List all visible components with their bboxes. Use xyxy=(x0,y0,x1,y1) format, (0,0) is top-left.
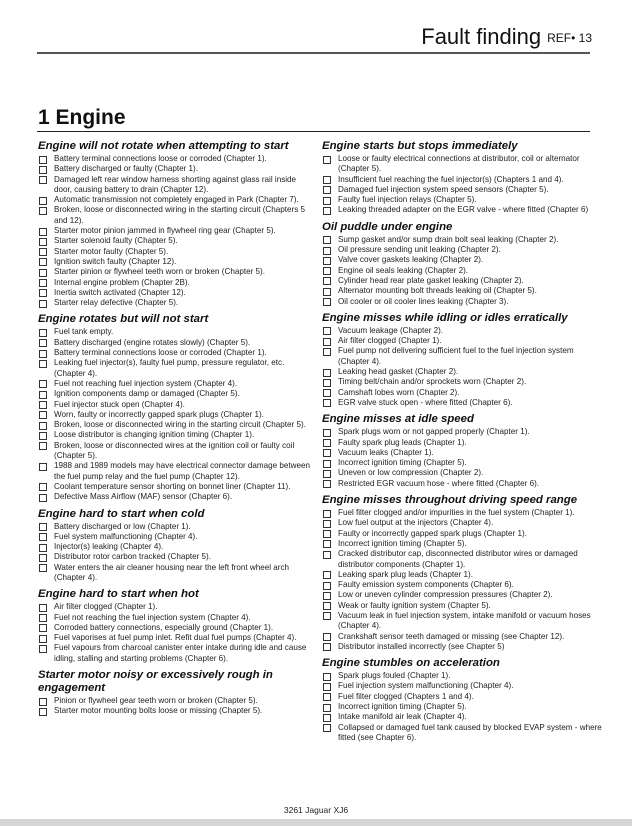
checklist-item xyxy=(38,247,313,257)
checkbox[interactable] xyxy=(39,289,47,297)
checkbox[interactable] xyxy=(323,470,331,478)
checklist-item-text: Restricted EGR vacuum hose - where fitted (Chapter 6). xyxy=(338,478,540,488)
header-title: Fault finding xyxy=(421,24,542,49)
checklist-item-text: Loose distributor is changing ignition timing (Chapter 1). xyxy=(54,430,255,440)
checklist-item xyxy=(38,623,313,633)
checklist-item-text: 1988 and 1989 models may have electrical connector damage between the fuel pump relay and the fuel pump (Chapter 12). xyxy=(54,461,311,481)
fault-group-title: Engine will not rotate when attempting to start xyxy=(38,140,289,152)
checklist-item-text: Leaking spark plug leads (Chapter 1). xyxy=(338,569,473,579)
checklist-item-text: Broken, loose or disconnected wiring in the starting circuit (Chapters 5 and 12). xyxy=(54,205,306,225)
checklist-item xyxy=(322,367,602,377)
checklist-item xyxy=(322,508,602,518)
checklist-item xyxy=(322,255,602,265)
checklist-item xyxy=(38,410,313,420)
checklist-item-text: Starter solenoid faulty (Chapter 5). xyxy=(54,236,178,246)
fault-group-title: Starter motor noisy or excessively rough in engagement xyxy=(38,669,273,695)
checklist-item xyxy=(322,377,602,387)
checkbox[interactable] xyxy=(323,540,331,548)
checklist-item xyxy=(38,522,313,532)
checklist-item xyxy=(322,276,602,286)
checkbox[interactable] xyxy=(39,329,47,337)
checkbox[interactable] xyxy=(39,350,47,358)
checklist-item-text: Vacuum leakage (Chapter 2). xyxy=(338,325,444,335)
fault-group xyxy=(322,413,602,489)
checklist-item-text: Starter relay defective (Chapter 5). xyxy=(54,298,179,308)
checklist-item-text: Faulty spark plug leads (Chapter 1). xyxy=(338,437,467,447)
checklist-item-text: Spark plugs worn or not gapped properly (Chapter 1). xyxy=(338,427,530,437)
checklist-item-text: Vacuum leak in fuel injection system, intake manifold or vacuum hoses (Chapter 4). xyxy=(338,610,591,631)
checklist-item xyxy=(322,346,602,367)
checklist-item xyxy=(322,427,602,437)
checklist-item xyxy=(322,468,602,478)
checklist-item xyxy=(322,681,602,691)
checklist-item-text: Low or uneven cylinder compression pressures (Chapter 2). xyxy=(338,590,553,600)
checklist-item xyxy=(322,529,602,539)
checkbox[interactable] xyxy=(39,554,47,562)
checklist-item xyxy=(322,539,602,549)
checkbox[interactable] xyxy=(39,635,47,643)
checklist-item xyxy=(322,398,602,408)
checkbox[interactable] xyxy=(323,460,331,468)
checklist-item xyxy=(322,205,602,215)
checklist-item xyxy=(322,297,602,307)
checklist-item xyxy=(38,267,313,277)
checklist-item-text: Timing belt/chain and/or sprockets worn (Chapter 2). xyxy=(338,377,527,387)
checklist-item xyxy=(38,696,313,706)
checklist-item xyxy=(38,461,313,482)
checklist-item-text: Air filter clogged (Chapter 1). xyxy=(338,336,442,346)
checklist-item xyxy=(38,492,313,502)
checklist-item xyxy=(38,338,313,348)
checklist-item-text: Faulty fuel injection relays (Chapter 5). xyxy=(338,195,477,205)
checkbox[interactable] xyxy=(39,258,47,266)
checkbox[interactable] xyxy=(323,683,331,691)
checkbox[interactable] xyxy=(39,166,47,174)
right-column xyxy=(322,140,602,748)
fault-group xyxy=(38,588,313,664)
checkbox[interactable] xyxy=(39,422,47,430)
fault-group xyxy=(322,221,602,307)
checklist-item xyxy=(322,611,602,632)
checklist-item-text: Fuel system malfunctioning (Chapter 4). xyxy=(54,531,198,541)
checklist-item-text: Air filter clogged (Chapter 1). xyxy=(54,602,158,612)
checklist-item xyxy=(38,164,313,174)
checklist-item-text: Fuel filter clogged and/or impurities in the fuel system (Chapter 1). xyxy=(338,508,575,518)
checkbox[interactable] xyxy=(323,338,331,346)
checkbox[interactable] xyxy=(323,379,331,387)
checkbox[interactable] xyxy=(323,257,331,265)
checklist-item xyxy=(322,570,602,580)
checkbox[interactable] xyxy=(323,449,331,457)
checkbox[interactable] xyxy=(323,327,331,335)
checkbox[interactable] xyxy=(39,380,47,388)
checkbox[interactable] xyxy=(323,156,331,164)
checkbox[interactable] xyxy=(323,277,331,285)
checklist-item-text: Intake manifold air leak (Chapter 4). xyxy=(338,712,467,722)
header-divider xyxy=(37,52,590,54)
checkbox[interactable] xyxy=(323,551,331,559)
checklist-item-text: Internal engine problem (Chapter 2B). xyxy=(54,277,190,287)
checkbox[interactable] xyxy=(323,612,331,620)
checklist-item-text: EGR valve stuck open - where fitted (Chapter 6). xyxy=(338,397,513,407)
checkbox[interactable] xyxy=(323,207,331,215)
fault-group-title: Engine starts but stops immediately xyxy=(322,140,518,152)
checklist-item xyxy=(322,601,602,611)
checkbox[interactable] xyxy=(323,429,331,437)
checklist-item-text: Starter motor pinion jammed in flywheel ring gear (Chapter 5). xyxy=(54,226,276,236)
checklist-item xyxy=(322,336,602,346)
checkbox[interactable] xyxy=(39,604,47,612)
checkbox[interactable] xyxy=(323,643,331,651)
checklist-item xyxy=(322,195,602,205)
checklist-item-text: Distributor installed incorrectly (see Chapter 5) xyxy=(338,641,505,651)
checklist-item xyxy=(38,278,313,288)
checklist-item xyxy=(322,692,602,702)
checkbox[interactable] xyxy=(39,564,47,572)
page-header xyxy=(421,24,592,50)
checkbox[interactable] xyxy=(323,582,331,590)
checklist-item-text: Damaged left rear window harness shorting against glass rail inside door, causing battery to drain (Chapter 12). xyxy=(54,174,297,194)
checkbox[interactable] xyxy=(39,339,47,347)
checklist-item xyxy=(322,712,602,722)
checklist-item xyxy=(38,236,313,246)
checkbox[interactable] xyxy=(323,236,331,244)
checklist-item xyxy=(38,441,313,462)
checkbox[interactable] xyxy=(323,592,331,600)
checklist-item xyxy=(38,379,313,389)
checklist-item-text: Automatic transmission not completely engaged in Park (Chapter 7). xyxy=(54,195,299,205)
checkbox[interactable] xyxy=(39,248,47,256)
checklist-item-text: Starter motor faulty (Chapter 5). xyxy=(54,246,169,256)
checklist-item xyxy=(38,358,313,379)
checklist-item xyxy=(322,266,602,276)
checklist-item-text: Battery terminal connections loose or corroded (Chapter 1). xyxy=(54,154,267,163)
checklist-item-text: Loose or faulty electrical connections at distributor, coil or alternator (Chapter 5). xyxy=(338,154,580,174)
checklist-item-text: Uneven or low compression (Chapter 2). xyxy=(338,468,484,478)
checklist-item xyxy=(38,195,313,205)
checklist-item xyxy=(38,298,313,308)
section-title: 1 Engine xyxy=(38,106,126,129)
checklist-item-text: Oil cooler or oil cooler lines leaking (Chapter 3). xyxy=(338,296,509,306)
checklist-item xyxy=(38,205,313,226)
fault-group-title: Engine hard to start when hot xyxy=(38,588,199,601)
checkbox[interactable] xyxy=(323,530,331,538)
fault-group xyxy=(38,313,313,502)
checklist-item-text: Injector(s) leaking (Chapter 4). xyxy=(54,542,164,552)
checkbox[interactable] xyxy=(323,348,331,356)
checklist-item xyxy=(322,326,602,336)
checkbox[interactable] xyxy=(323,693,331,701)
checklist-item xyxy=(38,154,313,164)
checklist-item-text: Crankshaft sensor teeth damaged or missing (see Chapter 12). xyxy=(338,631,565,641)
checklist-item-text: Pinion or flywheel gear teeth worn or broken (Chapter 5). xyxy=(54,696,258,706)
checkbox[interactable] xyxy=(39,494,47,502)
checklist-item-text: Faulty emission system components (Chapter 6). xyxy=(338,580,514,590)
checklist-item-text: Corroded battery connections, especially ground (Chapter 1). xyxy=(54,622,274,632)
checklist-item-text: Broken, loose or disconnected wiring in the starting circuit (Chapter 5). xyxy=(54,420,306,430)
checklist-item-text: Fuel tank empty. xyxy=(54,327,114,337)
checkbox[interactable] xyxy=(323,602,331,610)
section-divider xyxy=(37,131,590,132)
checkbox[interactable] xyxy=(323,520,331,528)
checkbox[interactable] xyxy=(39,645,47,653)
checkbox[interactable] xyxy=(323,197,331,205)
checklist-item-text: Weak or faulty ignition system (Chapter 5). xyxy=(338,600,491,610)
checkbox[interactable] xyxy=(323,673,331,681)
checkbox[interactable] xyxy=(39,207,47,215)
checklist-item-text: Insufficient fuel reaching the fuel injector(s) (Chapters 1 and 4). xyxy=(338,174,564,184)
checkbox[interactable] xyxy=(323,704,331,712)
checkbox[interactable] xyxy=(39,483,47,491)
checklist-item xyxy=(322,549,602,570)
checklist-item-text: Vacuum leaks (Chapter 1). xyxy=(338,447,434,457)
checklist-item-text: Cracked distributor cap, disconnected distributor wires or damaged distributor components (Chapter 1). xyxy=(338,549,578,569)
checklist-item xyxy=(322,235,602,245)
checklist-item-text: Cylinder head rear plate gasket leaking (Chapter 2). xyxy=(338,275,524,285)
fault-group xyxy=(38,669,313,717)
checkbox[interactable] xyxy=(39,698,47,706)
fault-group-title: Engine misses throughout driving speed range xyxy=(322,494,578,507)
fault-group xyxy=(322,494,602,652)
fault-group-title: Engine misses at idle speed xyxy=(322,413,474,426)
checklist-item-text: Fuel vapours from charcoal canister enter intake during idle and cause idling, stalling and starting problems (Chapter 6). xyxy=(54,643,307,663)
checklist-item-text: Fuel pump not delivering sufficient fuel to the fuel injection system (Chapter 4). xyxy=(338,346,574,366)
checklist-item-text: Alternator mounting bolt threads leaking oil (Chapter 5). xyxy=(338,286,537,296)
checklist-item xyxy=(38,348,313,358)
checkbox[interactable] xyxy=(39,391,47,399)
checkbox[interactable] xyxy=(39,533,47,541)
checkbox[interactable] xyxy=(323,724,331,732)
checklist-item xyxy=(38,542,313,552)
checklist-item-text: Distributor rotor carbon tracked (Chapter 5). xyxy=(54,552,211,562)
checkbox[interactable] xyxy=(39,300,47,308)
checklist-item xyxy=(322,438,602,448)
checklist-item xyxy=(38,257,313,267)
checklist-item xyxy=(38,552,313,562)
checklist-item xyxy=(322,175,602,185)
checklist-item xyxy=(322,580,602,590)
checkbox[interactable] xyxy=(39,279,47,287)
checklist-item xyxy=(322,671,602,681)
checklist-item-text: Defective Mass Airflow (MAF) sensor (Chapter 6). xyxy=(54,492,233,502)
checklist-item-text: Faulty or incorrectly gapped spark plugs (Chapter 1). xyxy=(338,528,527,538)
page-footer: 3261 Jaguar XJ6 xyxy=(283,805,349,815)
checklist-item-text: Starter motor mounting bolts loose or missing (Chapter 5). xyxy=(54,706,263,716)
checklist-item xyxy=(38,482,313,492)
checklist-item-text: Valve cover gaskets leaking (Chapter 2). xyxy=(338,255,484,265)
checkbox[interactable] xyxy=(323,633,331,641)
checkbox[interactable] xyxy=(323,247,331,255)
checklist-item xyxy=(322,458,602,468)
checkbox[interactable] xyxy=(323,714,331,722)
checklist-item xyxy=(322,185,602,195)
checklist-item-text: Worn, faulty or incorrectly gapped spark plugs (Chapter 1). xyxy=(54,409,264,419)
checklist-item-text: Starter pinion or flywheel teeth worn or broken (Chapter 5). xyxy=(54,267,265,277)
checkbox[interactable] xyxy=(39,411,47,419)
checklist-item-text: Fuel not reaching the fuel injection system (Chapter 4). xyxy=(54,612,251,622)
checklist-item xyxy=(322,388,602,398)
checkbox[interactable] xyxy=(39,156,47,164)
checklist-item-text: Sump gasket and/or sump drain bolt seal leaking (Chapter 2). xyxy=(338,234,559,244)
checklist-item-text: Leaking fuel injector(s), faulty fuel pump, pressure regulator, etc. (Chapter 4). xyxy=(54,358,285,378)
checklist-item-text: Broken, loose or disconnected wires at the ignition coil or faulty coil (Chapter 5). xyxy=(54,440,295,461)
checklist-item xyxy=(38,613,313,623)
left-column xyxy=(38,140,313,722)
fault-group-title: Engine hard to start when cold xyxy=(38,507,205,520)
checkbox[interactable] xyxy=(39,614,47,622)
fault-group-title: Engine stumbles on acceleration xyxy=(322,657,500,670)
checklist-item xyxy=(38,706,313,716)
checkbox[interactable] xyxy=(39,269,47,277)
page-bottom-edge xyxy=(0,819,632,826)
checkbox[interactable] xyxy=(323,510,331,518)
checklist-item-text: Camshaft lobes worn (Chapter 2). xyxy=(338,387,460,397)
checkbox[interactable] xyxy=(39,432,47,440)
checklist-item xyxy=(322,448,602,458)
checklist-item xyxy=(322,154,602,175)
checklist-item-text: Low fuel output at the injectors (Chapter 4). xyxy=(338,518,494,528)
checklist-item-text: Ignition components damp or damaged (Chapter 5). xyxy=(54,389,240,399)
checklist-item xyxy=(38,226,313,236)
page-reference: REF• 13 xyxy=(547,31,592,45)
checklist-item-text: Collapsed or damaged fuel tank caused by blocked EVAP system - where fitted (see Chapter 6). xyxy=(338,722,602,742)
checklist-item xyxy=(322,479,602,489)
checklist-item xyxy=(38,532,313,542)
checklist-item-text: Ignition switch faulty (Chapter 12). xyxy=(54,256,177,266)
checklist-item xyxy=(38,420,313,430)
checklist-item xyxy=(38,643,313,664)
fault-group xyxy=(38,508,313,584)
checklist-item xyxy=(322,245,602,255)
checklist-item xyxy=(38,400,313,410)
checklist-item-text: Battery discharged or low (Chapter 1). xyxy=(54,521,191,531)
fault-group xyxy=(322,140,602,216)
checklist-item-text: Spark plugs fouled (Chapter 1). xyxy=(338,671,451,681)
checkbox[interactable] xyxy=(323,369,331,377)
checkbox[interactable] xyxy=(39,176,47,184)
fault-group-title: Oil puddle under engine xyxy=(322,220,453,233)
checklist-item xyxy=(322,702,602,712)
checklist-item-text: Battery discharged or faulty (Chapter 1). xyxy=(54,164,198,174)
checkbox[interactable] xyxy=(323,298,331,306)
checklist-item-text: Fuel filter clogged (Chapters 1 and 4). xyxy=(338,691,474,701)
checkbox[interactable] xyxy=(39,228,47,236)
checkbox[interactable] xyxy=(323,480,331,488)
checkbox[interactable] xyxy=(39,463,47,471)
checklist-item-text: Battery terminal connections loose or corroded (Chapter 1). xyxy=(54,348,267,358)
checklist-item-text: Damaged fuel injection system speed sensors (Chapter 5). xyxy=(338,184,549,194)
checkbox[interactable] xyxy=(39,401,47,409)
checklist-item-text: Incorrect ignition timing (Chapter 5). xyxy=(338,538,467,548)
checklist-item-text: Fuel not reaching fuel injection system (Chapter 4). xyxy=(54,378,238,388)
checklist-item xyxy=(322,632,602,642)
checklist-item xyxy=(322,642,602,652)
checkbox[interactable] xyxy=(39,442,47,450)
checklist-item xyxy=(38,327,313,337)
checklist-item xyxy=(38,175,313,196)
checkbox[interactable] xyxy=(323,176,331,184)
checklist-item-text: Incorrect ignition timing (Chapter 5). xyxy=(338,458,467,468)
checkbox[interactable] xyxy=(323,267,331,275)
checklist-item xyxy=(38,563,313,584)
checkbox[interactable] xyxy=(39,238,47,246)
checklist-item xyxy=(38,288,313,298)
checklist-item xyxy=(322,518,602,528)
fault-group-title: Engine misses while idling or idles erratically xyxy=(322,311,568,324)
checklist-item-text: Fuel injector stuck open (Chapter 4). xyxy=(54,399,185,409)
checkbox[interactable] xyxy=(39,197,47,205)
checklist-item-text: Fuel injection system malfunctioning (Chapter 4). xyxy=(338,681,514,691)
checkbox[interactable] xyxy=(323,186,331,194)
checklist-item-text: Inertia switch activated (Chapter 12). xyxy=(54,287,186,297)
checklist-item xyxy=(322,723,602,744)
checklist-item xyxy=(322,590,602,600)
checkbox[interactable] xyxy=(323,439,331,447)
checkbox[interactable] xyxy=(39,360,47,368)
fault-group-title: Engine rotates but will not start xyxy=(38,313,209,326)
checklist-item xyxy=(38,430,313,440)
fault-group xyxy=(322,312,602,408)
checklist-item-text: Engine oil seals leaking (Chapter 2). xyxy=(338,265,469,275)
checklist-item-text: Water enters the air cleaner housing near the left front wheel arch (Chapter 4). xyxy=(54,562,289,582)
checkbox[interactable] xyxy=(323,288,331,296)
checklist-item-text: Oil pressure sending unit leaking (Chapter 2). xyxy=(338,245,501,255)
checklist-item xyxy=(38,633,313,643)
checkbox[interactable] xyxy=(39,544,47,552)
checklist-item xyxy=(38,602,313,612)
checkbox[interactable] xyxy=(323,571,331,579)
checklist-item-text: Incorrect ignition timing (Chapter 5). xyxy=(338,702,467,712)
checklist-item-text: Coolant temperature sensor shorting on bonnet liner (Chapter 11). xyxy=(54,481,291,491)
fault-group xyxy=(322,657,602,743)
checkbox[interactable] xyxy=(39,624,47,632)
checklist-item xyxy=(322,286,602,296)
checkbox[interactable] xyxy=(39,708,47,716)
checklist-item-text: Leaking threaded adapter on the EGR valve - where fitted (Chapter 6) xyxy=(338,205,589,215)
fault-group xyxy=(38,140,313,308)
checklist-item-text: Battery discharged (engine rotates slowly) (Chapter 5). xyxy=(54,337,251,347)
checkbox[interactable] xyxy=(39,523,47,531)
checkbox[interactable] xyxy=(323,399,331,407)
checkbox[interactable] xyxy=(323,389,331,397)
checklist-item-text: Fuel vaporises at fuel pump inlet. Refit dual fuel pumps (Chapter 4). xyxy=(54,633,297,643)
checklist-item-text: Leaking head gasket (Chapter 2). xyxy=(338,367,459,377)
checklist-item xyxy=(38,389,313,399)
